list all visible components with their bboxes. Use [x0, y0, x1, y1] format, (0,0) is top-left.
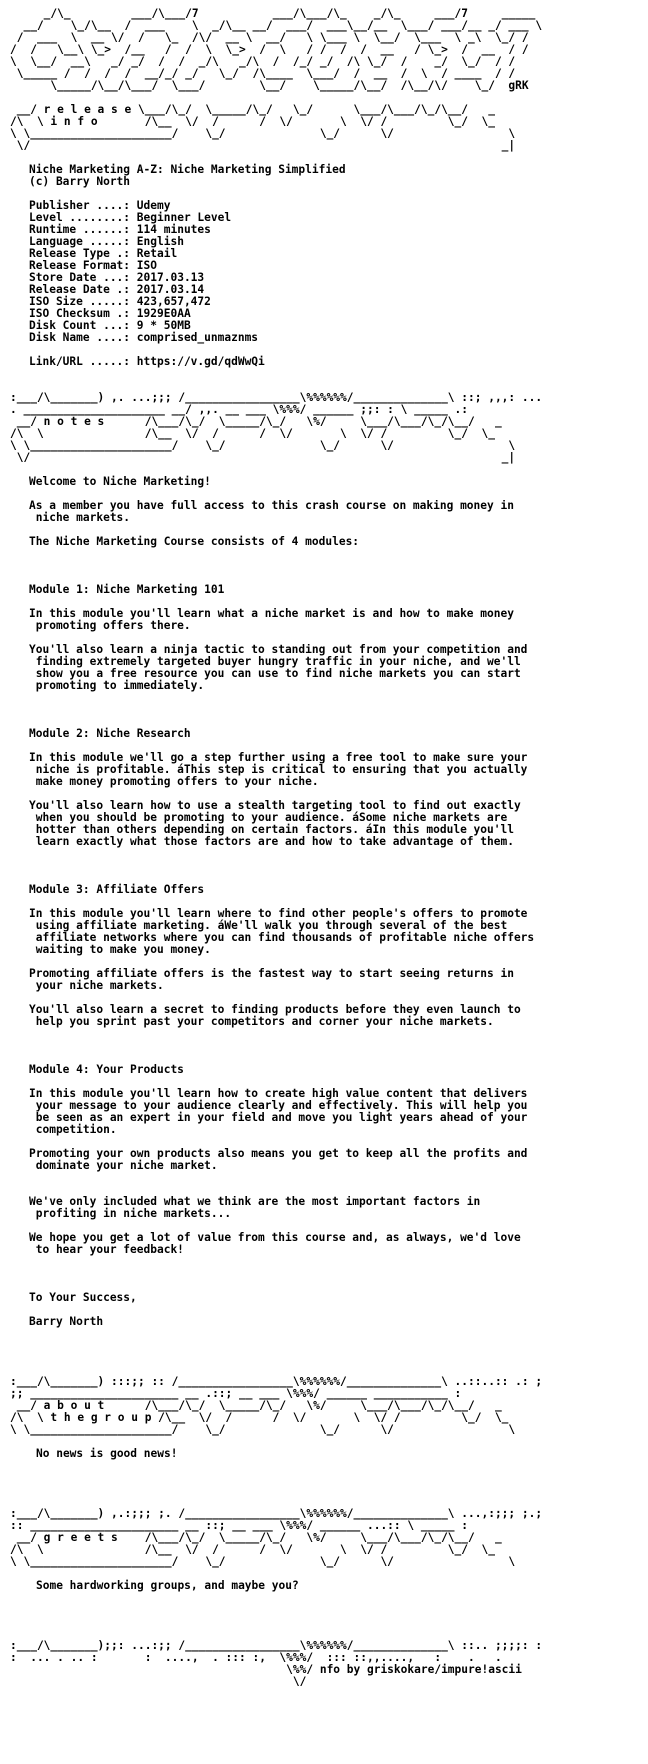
release-field-value: 1929E0AA	[136, 307, 191, 320]
notes-signoff: To Your Success,	[29, 1291, 137, 1304]
module-paragraph: You'll also learn how to use a stealth targeting tool to find out exactly when you should be promoting to your audience. áSome niche markets are hotter than others depending on certain factors. áIn this module you'll learn exactly what those factors are and how to take advantage of them.	[29, 800, 521, 848]
module-list	[29, 548, 638, 1172]
release-field-value: 2017.03.13	[136, 271, 205, 284]
release-field-row	[29, 332, 638, 344]
release-field-label: Level ........:	[29, 211, 131, 224]
release-field-label: Disk Name ....:	[29, 331, 131, 344]
greets-header-art: :___/\_______) ,.:;;; ;. /_________________\%%%%%%/______________\ ...,:;;; ;.; :: ______________________ __ ::; __ ___ \%%%/ ______ ...:: \ _____ : __/ g r e e t s /\___/\_/ \_____/\_/ \%/ \___/\___/\_/\__/ _ /\ \ /\__ \/ / / \/ \ \/ / \_/ \_ \ \_____________________/ \_/ \_/ \/ \	[10, 1508, 543, 1568]
notes-paragraph: The Niche Marketing Course consists of 4 modules:	[29, 535, 360, 548]
about-text: No news is good news!	[36, 1447, 178, 1460]
release-field-value: Retail	[136, 247, 178, 260]
module-paragraph: You'll also learn a secret to finding products before they even launch to help you sprint past your competitors and corner your niche markets.	[29, 1004, 521, 1028]
module-paragraph: Promoting affiliate offers is the fastest way to start seeing returns in your niche markets.	[29, 968, 514, 992]
notes-signature: Barry North	[29, 1315, 104, 1328]
module-title: Module 1: Niche Marketing 101	[29, 583, 225, 596]
module-paragraph: You'll also learn a ninja tactic to standing out from your competition and finding extremely targeted buyer hungry traffic in your niche, and we'll show you a free resource you can use to find niche markets you can start promoting to immediately.	[29, 644, 528, 692]
notes-header-art: :___/\_______) ,. ...;;; /_________________\%%%%%%/______________\ ::; ,,,: ... . _____________________ __/ ,,. __ ___ \%%%/ ______ ;;: : \ _____ .: __/ n o t e s /\___/\_/ \_____/\_/ \%/ \___/\___/\_/\__/ _ /\ \ /\__ \/ / / \/ \ \/ / \_/ \_ \ \_____________________/ \_/ \_/ \/ \ \/ _|	[10, 392, 543, 464]
release-link-label: Link/URL .....:	[29, 355, 131, 368]
release-info-header-art: __/ r e l e a s e \___/\_/ \_____/\_/ \_/ \___/\___/\_/\__/ _ /\ \ i n f o /\__ \/ / / \/ \ \/ / \_/ \_ \ \_____________________/ \_/ \_/ \/ \ \/ _|	[10, 104, 516, 152]
release-copyright: (c) Barry North	[29, 175, 131, 188]
module-title: Module 2: Niche Research	[29, 727, 191, 740]
release-field-value: Beginner Level	[136, 211, 232, 224]
footer-ascii-art: :___/\_______);;: ...:;; /_________________\%%%%%%/______________\ ::.. ;;;;: : : ... . .. : : ...., . ::: :, \%%%/ ::: ::,,...., : . . \%%/ nfo by griskokare/impure!ascii \/	[10, 1640, 543, 1688]
notes-section	[10, 476, 638, 1328]
release-field-value: 423,657,472	[136, 295, 211, 308]
release-field-label: ISO Checksum .:	[29, 307, 131, 320]
group-logo-ascii-art: _/\_ ___/\___/7 ___/\___/\_ _/\_ ___/7 _____ __/ \_/\__ / ___ \ _/\__ __/ ___/ ___\__/__ \___/ ___/__ _/ ___ \ / ___ \ __ \/ / \_ /\/ __ \ __/ \ \___ \ \__/ \___ \ _\ \_/ / / / \__\ \_> /__ / / \ \_> / \ / / / / __ / \_> / __ / / \ \__/ __\ _/ _/ / / _/\ _/\ / /_/ _/ /\ \_/ / _/ \_/ / / \_____ / / / / __/_/ _/ \_/ /\____ \___/ / __ / \ / ____ / / \_____/\__/\___/ \___/ \__/ \_____/\__/ /\__/\/ \_/ gRK	[10, 8, 543, 92]
release-link	[29, 356, 638, 368]
notes-closing: We hope you get a lot of value from this course and, as always, we'd love to hear your feedback!	[29, 1232, 521, 1256]
release-field-value: ISO	[136, 259, 158, 272]
module-title: Module 3: Affiliate Offers	[29, 883, 205, 896]
release-field-label: Release Type .:	[29, 247, 131, 260]
module-paragraph: In this module we'll go a step further using a free tool to make sure your niche is profitable. áThis step is critical to ensuring that you actually make money promoting offers to your niche.	[29, 752, 528, 788]
module-paragraph: In this module you'll learn where to find other people's offers to promote using affiliate marketing. áWe'll walk you through several of the best affiliate networks where you can find thousands of profitable niche offers waiting to make you money.	[29, 908, 535, 956]
release-field-label: Runtime ......:	[29, 223, 131, 236]
notes-paragraph: As a member you have full access to this crash course on making money in niche markets.	[29, 500, 514, 524]
release-field-label: Release Date .:	[29, 283, 131, 296]
release-info-section	[10, 164, 638, 368]
release-title: Niche Marketing A-Z: Niche Marketing Simplified	[29, 163, 346, 176]
release-field-value: 114 minutes	[136, 223, 211, 236]
release-field-label: Disk Count ...:	[29, 319, 131, 332]
module-title: Module 4: Your Products	[29, 1063, 184, 1076]
module-paragraph: In this module you'll learn how to create high value content that delivers your message to your audience clearly and effectively. This will help you be seen as an expert in your field and move you light years ahead of your competition.	[29, 1088, 528, 1136]
release-field-value: 2017.03.14	[136, 283, 205, 296]
release-field-label: Publisher ....:	[29, 199, 131, 212]
greets-text: Some hardworking groups, and maybe you?	[36, 1579, 299, 1592]
about-header-art: :___/\_______) :::;; :: /_________________\%%%%%%/______________\ ..::..:: .: ; ;; ______________________ __ .::; __ ___ \%%%/ ______ ___________ : __/ a b o u t /\___/\_/ \_____/\_/ \%/ \___/\___/\_/\__/ _ /\ \ t h e g r o u p /\__ \/ / / \/ \ \/ / \_/ \_ \ \_____________________/ \_/ \_/ \/ \	[10, 1376, 543, 1436]
module-paragraph: Promoting your own products also means you get to keep all the profits and dominate your niche market.	[29, 1148, 528, 1172]
notes-closing: We've only included what we think are the most important factors in profiting in niche markets...	[29, 1196, 481, 1220]
release-link-url[interactable]: https://v.gd/qdWwQi	[136, 355, 265, 368]
nfo-document	[10, 8, 638, 1756]
notes-intro: Welcome to Niche Marketing!	[29, 475, 211, 488]
release-field-label: Release Format:	[29, 259, 131, 272]
release-field-label: Language .....:	[29, 235, 131, 248]
release-field-value: comprised_unmaznms	[136, 331, 259, 344]
release-field-label: Store Date ...:	[29, 271, 131, 284]
release-field-value: English	[136, 235, 184, 248]
release-field-value: 9 * 50MB	[136, 319, 191, 332]
module-paragraph: In this module you'll learn what a niche market is and how to make money promoting offers there.	[29, 608, 514, 632]
release-field-value: Udemy	[136, 199, 171, 212]
release-field-list	[29, 200, 638, 344]
release-field-label: ISO Size .....:	[29, 295, 131, 308]
